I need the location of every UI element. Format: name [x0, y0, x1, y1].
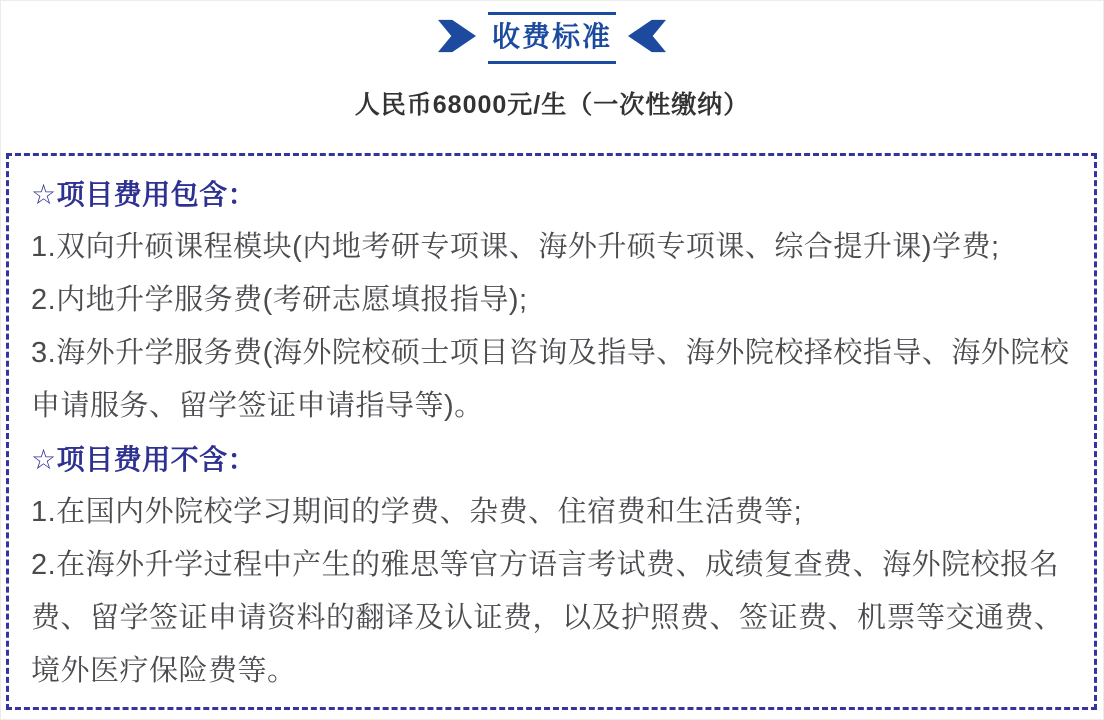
fee-exclude-heading: ☆项目费用不含：: [31, 444, 257, 475]
chevron-right-icon: [438, 19, 476, 58]
fee-line: 2.在海外升学过程中产生的雅思等官方语言考试费、成绩复查费、海外院校报名: [31, 549, 1060, 581]
section-title-frame: [488, 12, 616, 64]
section-title: 收费标准: [491, 21, 612, 53]
chevron-left-icon: [628, 19, 666, 58]
fee-line: 1.双向升硕课程模块(内地考研专项课、海外升硕专项课、综合提升课)学费;: [31, 231, 1000, 263]
fee-line: 申请服务、留学签证申请指导等)。: [31, 390, 484, 422]
fee-details-box: [6, 153, 1097, 710]
fee-line: 3.海外升学服务费(海外院校硕士项目咨询及指导、海外院校择校指导、海外院校: [31, 337, 1070, 369]
fee-line: 1.在国内外院校学习期间的学费、杂费、住宿费和生活费等;: [31, 496, 803, 528]
fee-line: 费、留学签证申请资料的翻译及认证费，以及护照费、签证费、机票等交通费、: [31, 602, 1064, 634]
fee-line: 2.内地升学服务费(考研志愿填报指导);: [31, 284, 528, 316]
fee-line: 境外医疗保险费等。: [31, 655, 297, 687]
section-header: [1, 7, 1103, 69]
fee-include-heading: ☆项目费用包含：: [31, 179, 257, 210]
price-subtitle: 人民币68000元/生（一次性缴纳）: [354, 91, 750, 119]
